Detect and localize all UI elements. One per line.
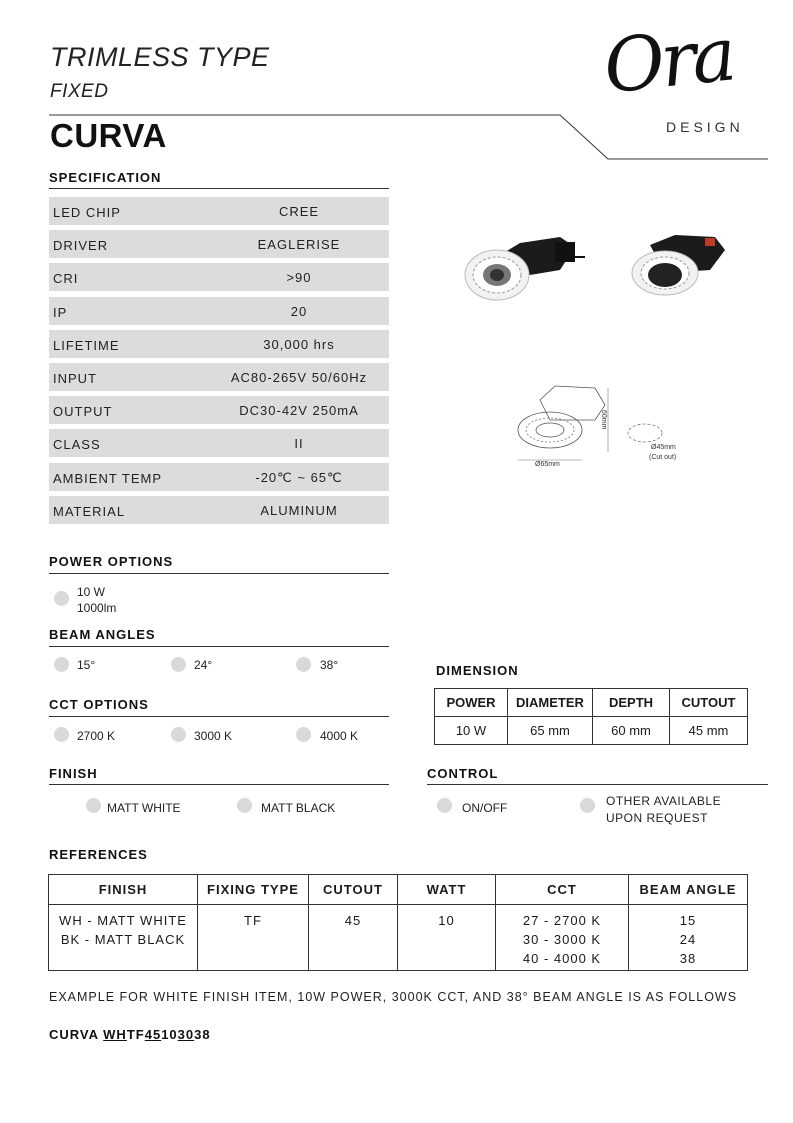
- dimension-header-power: POWER: [435, 689, 508, 717]
- dimension-value-power: 10 W: [435, 717, 508, 745]
- spec-value: >90: [286, 270, 312, 286]
- beam-angle-label-24: 24°: [194, 658, 213, 672]
- power-option-label: [77, 584, 116, 616]
- finish-radio-matt-white[interactable]: [86, 798, 101, 813]
- power-option-lumen: 1000lm: [77, 601, 117, 615]
- power-options-rule: [49, 573, 389, 574]
- drawing-height-label: 60mm: [600, 410, 607, 430]
- dimension-header-depth: DEPTH: [593, 689, 670, 717]
- drawing-cutout-label: Ø45mm: [651, 444, 676, 451]
- cct-label-4000: 4000 K: [320, 729, 359, 743]
- spec-label: IP: [53, 304, 68, 320]
- spec-label: LED CHIP: [53, 205, 121, 220]
- references-cct-40: 40 - 4000 K: [522, 951, 602, 966]
- references-header-fixing-type: FIXING TYPE: [198, 875, 309, 905]
- references-value-row: [49, 905, 748, 971]
- spec-row: [49, 496, 389, 524]
- cct-options-heading: CCT OPTIONS: [49, 697, 149, 712]
- product-name: CURVA: [50, 117, 167, 154]
- beam-angle-radio-38[interactable]: [296, 657, 311, 672]
- beam-angles-rule: [49, 646, 389, 647]
- cct-label-3000: 3000 K: [194, 729, 233, 743]
- dimension-value-cutout: 45 mm: [670, 717, 748, 745]
- spec-value: 20: [290, 303, 308, 319]
- spec-value: EAGLERISE: [257, 237, 341, 253]
- references-header-finish: FINISH: [49, 875, 198, 905]
- dimension-header-row: [435, 689, 748, 717]
- finish-rule: [49, 784, 389, 785]
- references-heading: REFERENCES: [49, 847, 148, 862]
- control-heading: CONTROL: [427, 766, 499, 781]
- beam-angle-radio-15[interactable]: [54, 657, 69, 672]
- dimension-value-diameter: 65 mm: [508, 717, 593, 745]
- spec-label: OUTPUT: [53, 404, 113, 420]
- control-other-line1: OTHER AVAILABLE: [606, 794, 722, 808]
- dimension-heading: DIMENSION: [436, 663, 519, 678]
- references-header-beam-angle: BEAM ANGLE: [629, 875, 748, 905]
- power-option-radio[interactable]: [54, 591, 69, 606]
- example-code-fixing: TF: [126, 1027, 145, 1042]
- example-text: EXAMPLE FOR WHITE FINISH ITEM, 10W POWER, 3000K CCT, AND 38° BEAM ANGLE IS AS FOLLOWS: [49, 990, 738, 1004]
- spec-value: -20℃ ~ 65℃: [255, 469, 343, 485]
- spec-row: [49, 330, 389, 358]
- drawing-diameter-label: Ø65mm: [535, 461, 560, 468]
- beam-angles-heading: BEAM ANGLES: [49, 627, 156, 642]
- cct-options-rule: [49, 716, 389, 717]
- finish-heading: FINISH: [49, 766, 98, 781]
- example-code-beam: 38: [194, 1027, 211, 1042]
- example-code-prefix: CURVA: [49, 1027, 104, 1042]
- dimension-header-cutout: CUTOUT: [670, 689, 748, 717]
- references-beam-15: 15: [679, 913, 697, 928]
- cct-radio-4000[interactable]: [296, 727, 311, 742]
- references-header-cct: CCT: [496, 875, 629, 905]
- power-options-heading: POWER OPTIONS: [49, 554, 174, 569]
- cct-radio-2700[interactable]: [54, 727, 69, 742]
- spec-value: DC30-42V 250mA: [239, 403, 359, 419]
- spec-label: AMBIENT TEMP: [53, 470, 163, 486]
- beam-angle-label-15: 15°: [77, 658, 96, 672]
- spec-value: CREE: [278, 204, 320, 219]
- example-code-watt: 10: [161, 1027, 178, 1042]
- references-cct-cell: [496, 905, 629, 971]
- product-photo-white: [465, 237, 585, 300]
- references-cutout-cell: 45: [309, 905, 398, 971]
- spec-label: DRIVER: [53, 238, 109, 254]
- finish-radio-matt-black[interactable]: [237, 798, 252, 813]
- references-table: [48, 874, 748, 971]
- dimension-value-depth: 60 mm: [593, 717, 670, 745]
- dimension-table: [434, 688, 748, 745]
- spec-label: LIFETIME: [53, 337, 120, 353]
- spec-value: II: [294, 436, 304, 452]
- spec-row: [49, 230, 389, 258]
- spec-label: INPUT: [53, 371, 97, 386]
- references-watt-cell: 10: [398, 905, 496, 971]
- spec-value: 30,000 hrs: [263, 336, 335, 352]
- spec-value: ALUMINUM: [260, 502, 338, 518]
- product-photo-black: [632, 235, 725, 295]
- example-code-cct: 30: [177, 1027, 195, 1042]
- spec-row: [49, 197, 389, 225]
- control-radio-other[interactable]: [580, 798, 595, 813]
- spec-label: MATERIAL: [53, 503, 126, 519]
- references-beam-cell: [629, 905, 748, 971]
- control-label-other: [606, 793, 721, 827]
- spec-row: [49, 463, 389, 491]
- spec-row: [49, 363, 389, 391]
- logo-script: Ora: [599, 11, 737, 111]
- references-beam-38: 38: [679, 951, 697, 966]
- product-subtype: FIXED: [50, 81, 109, 102]
- power-option-watt: 10 W: [77, 585, 106, 599]
- references-header-row: [49, 875, 748, 905]
- spec-row: [49, 297, 389, 325]
- spec-value: AC80-265V 50/60Hz: [230, 370, 368, 385]
- references-cct-27: 27 - 2700 K: [522, 913, 602, 928]
- logo-subtext: DESIGN: [666, 119, 744, 135]
- references-finish-wh: WH - MATT WHITE: [59, 913, 187, 928]
- cct-label-2700: 2700 K: [77, 729, 116, 743]
- dimension-value-row: [435, 717, 748, 745]
- product-type: TRIMLESS TYPE: [50, 42, 270, 72]
- finish-label-matt-white: MATT WHITE: [107, 801, 181, 815]
- spec-label: CLASS: [53, 437, 101, 453]
- references-header-cutout: CUTOUT: [309, 875, 398, 905]
- references-fixing-cell: TF: [198, 905, 309, 971]
- spec-label: CRI: [53, 271, 79, 287]
- spec-row: [49, 429, 389, 457]
- references-finish-cell: [49, 905, 198, 971]
- finish-label-matt-black: MATT BLACK: [261, 801, 336, 815]
- example-code-cutout: 45: [144, 1027, 162, 1042]
- spec-row: [49, 396, 389, 424]
- control-other-line2: UPON REQUEST: [606, 811, 709, 825]
- control-radio-on-off[interactable]: [437, 798, 452, 813]
- specification-heading: SPECIFICATION: [49, 170, 162, 185]
- dimension-header-diameter: DIAMETER: [508, 689, 593, 717]
- references-cct-30: 30 - 3000 K: [522, 932, 602, 947]
- drawing-cutout-note: (Cut out): [649, 454, 677, 461]
- example-code-finish: WH: [103, 1027, 127, 1042]
- beam-angle-label-38: 38°: [320, 658, 339, 672]
- specification-rule: [49, 188, 389, 189]
- beam-angle-radio-24[interactable]: [171, 657, 186, 672]
- example-code: [49, 1027, 211, 1042]
- references-header-watt: WATT: [398, 875, 496, 905]
- ora-design-logo: [599, 11, 770, 138]
- references-finish-bk: BK - MATT BLACK: [60, 932, 186, 947]
- references-beam-24: 24: [679, 932, 697, 947]
- product-photos: [460, 225, 740, 305]
- spec-row: [49, 263, 389, 291]
- control-label-on-off: ON/OFF: [462, 801, 508, 815]
- control-rule: [427, 784, 768, 785]
- cct-radio-3000[interactable]: [171, 727, 186, 742]
